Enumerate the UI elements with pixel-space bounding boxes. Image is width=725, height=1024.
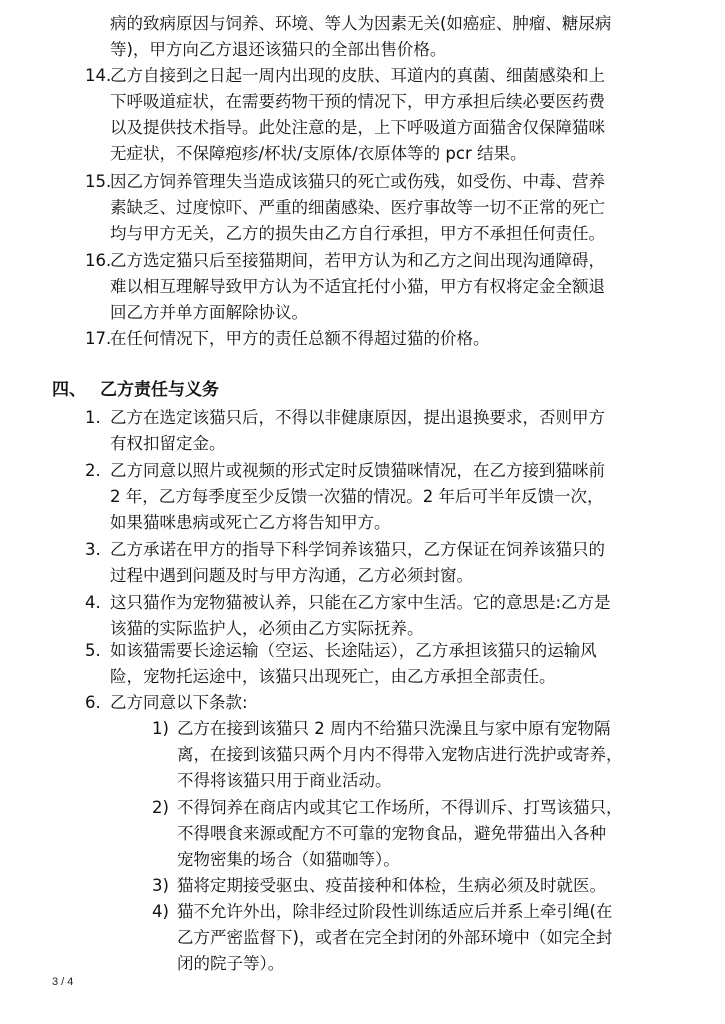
text-line: 如该猫需要长途运输（空运、长途陆运），乙方承担该猫只的运输风 <box>110 641 597 660</box>
clause-item-17 <box>85 326 490 352</box>
sub-clause-number: 3) <box>152 876 169 895</box>
clause-item-15 <box>85 169 605 247</box>
text-line: 过程中遇到问题及时与甲方沟通，乙方必须封窗。 <box>110 566 473 585</box>
obligation-number: 5. <box>85 641 101 660</box>
text-line: 乙方选定猫只后至接猫期间，若甲方认为和乙方之间出现沟通障碍， <box>110 251 605 270</box>
text-line: 险，宠物托运途中，该猫只出现死亡，由乙方承担全部责任。 <box>110 667 556 686</box>
text-line: 离，在接到该猫只两个月内不得带入宠物店进行洗护或寄养， <box>177 745 623 764</box>
text-line: 乙方同意以下条款: <box>110 693 248 712</box>
obligation-item-2 <box>85 458 605 536</box>
text-line: 乙方在接到该猫只 2 周内不给猫只洗澡且与家中原有宠物隔 <box>177 719 611 738</box>
text-line: 不得喂食来源或配方不可靠的宠物食品，避免带猫出入各种 <box>177 824 606 843</box>
obligation-number: 3. <box>85 540 101 559</box>
sub-clause-4 <box>152 899 612 977</box>
text-line: 宠物密集的场合（如猫咖等）。 <box>177 850 400 869</box>
section-number: 四、 <box>52 380 86 400</box>
obligation-number: 2. <box>85 461 101 480</box>
obligation-item-5 <box>85 638 597 690</box>
text-line: 猫不允许外出，除非经过阶段性训练适应后并系上牵引绳(在 <box>177 902 613 921</box>
text-line: 如果猫咪患病或死亡乙方将告知甲方。 <box>110 513 391 532</box>
text-line: 因乙方饲养管理失当造成该猫只的死亡或伤残，如受伤、中毒、营养 <box>110 172 605 191</box>
obligation-number: 4. <box>85 593 101 612</box>
clause-number: 15. <box>85 172 112 191</box>
text-line: 素缺乏、过度惊吓、严重的细菌感染、医疗事故等一切不正常的死亡 <box>110 198 605 217</box>
obligation-item-4 <box>85 590 611 642</box>
text-line: 以及提供技术指导。此处注意的是，上下呼吸道方面猫舍仅保障猫咪 <box>110 118 605 137</box>
text-line: 有权扣留定金。 <box>110 434 226 453</box>
sub-clause-number: 2) <box>152 798 169 817</box>
sub-clause-3 <box>152 873 606 899</box>
sub-clause-1 <box>152 716 623 794</box>
clause-item-16 <box>85 248 605 326</box>
text-line: 无症状，不保障疱疹/杯状/支原体/衣原体等的 pcr 结果。 <box>110 144 527 163</box>
text-line: 病的致病原因与饲养、环境、等人为因素无关(如癌症、肿瘤、糖尿病 <box>110 14 612 33</box>
text-line: 下呼吸道症状，在需要药物干预的情况下，甲方承担后续必要医药费 <box>110 92 605 111</box>
text-line: 2 年，乙方每季度至少反馈一次猫的情况。2 年后可半年反馈一次， <box>110 487 604 506</box>
text-line: 该猫的实际监护人，必须由乙方实际抚养。 <box>110 619 424 638</box>
text-line: 等)，甲方向乙方退还该猫只的全部出售价格。 <box>110 40 447 59</box>
obligation-item-3 <box>85 537 605 589</box>
text-line: 乙方同意以照片或视频的形式定时反馈猫咪情况，在乙方接到猫咪前 <box>110 461 605 480</box>
text-line: 不得将该猫只用于商业活动。 <box>177 771 392 790</box>
text-line: 乙方严密监督下)，或者在完全封闭的外部环境中（如完全封 <box>177 928 613 947</box>
section-heading <box>52 377 219 403</box>
text-line: 均与甲方无关，乙方的损失由乙方自行承担，甲方不承担任何责任。 <box>110 224 605 243</box>
sub-clause-number: 1) <box>152 719 169 738</box>
text-line: 乙方在选定该猫只后，不得以非健康原因，提出退换要求，否则甲方 <box>110 408 605 427</box>
continuation-text <box>110 11 611 63</box>
clause-number: 16. <box>85 251 112 270</box>
page-number: 3 / 4 <box>52 976 74 988</box>
text-line: 猫将定期接受驱虫、疫苗接种和体检，生病必须及时就医。 <box>177 876 606 895</box>
text-line: 回乙方并单方面解除协议。 <box>110 303 308 322</box>
sub-clause-2 <box>152 795 623 873</box>
text-line: 难以相互理解导致甲方认为不适宜托付小猫，甲方有权将定金全额退 <box>110 277 605 296</box>
text-line: 在任何情况下，甲方的责任总额不得超过猫的价格。 <box>110 329 490 348</box>
obligation-item-1 <box>85 405 605 457</box>
text-line: 这只猫作为宠物猫被认养，只能在乙方家中生活。它的意思是:乙方是 <box>110 593 611 612</box>
text-line: 乙方承诺在甲方的指导下科学饲养该猫只，乙方保证在饲养该猫只的 <box>110 540 605 559</box>
clause-number: 17. <box>85 329 112 348</box>
section-title: 乙方责任与义务 <box>100 380 219 400</box>
clause-item-14 <box>85 63 605 167</box>
sub-clause-number: 4) <box>152 902 169 921</box>
obligation-number: 6. <box>85 693 101 712</box>
text-line: 闭的院子等）。 <box>177 954 285 973</box>
text-line: 乙方自接到之日起一周内出现的皮肤、耳道内的真菌、细菌感染和上 <box>110 66 605 85</box>
obligation-item-6 <box>85 690 248 716</box>
text-line: 不得饲养在商店内或其它工作场所，不得训斥、打骂该猫只， <box>177 798 623 817</box>
clause-number: 14. <box>85 66 112 85</box>
obligation-number: 1. <box>85 408 101 427</box>
